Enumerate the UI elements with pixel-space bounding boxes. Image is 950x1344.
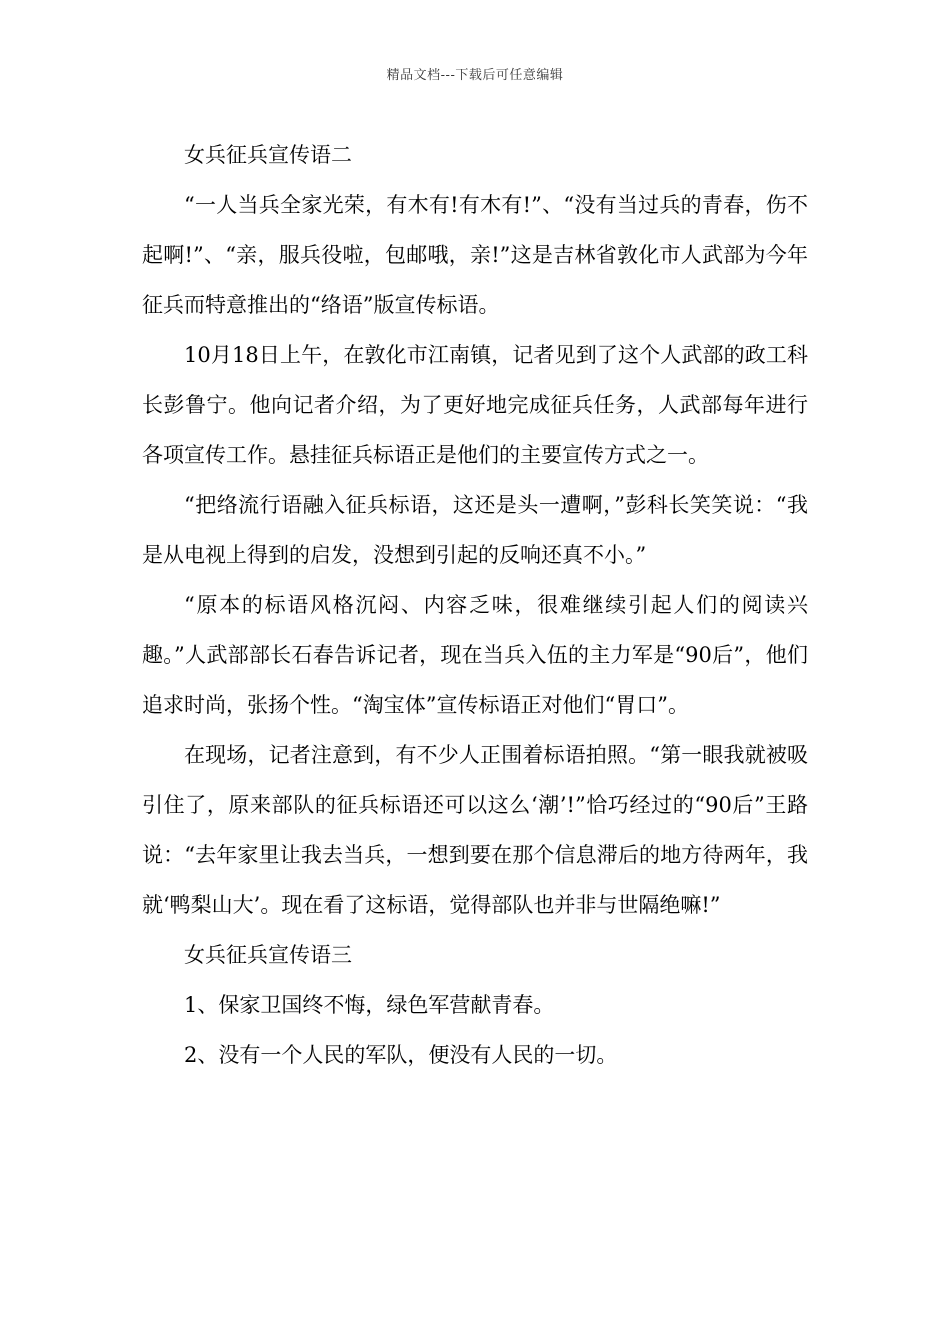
- section-heading: 女兵征兵宣传语三: [184, 943, 352, 967]
- paragraph: 在现场，记者注意到，有不少人正围着标语拍照。“第一眼我就被吸引住了，原来部队的征兵标语还可以这么‘潮’!”恰巧经过的“90后”王路说：“去年家里让我去当兵，一想到要在那个信息滞后的地方待两年，我就‘鸭梨山大’。现在看了这标语，觉得部队也并非与世隔绝嘛!”: [142, 743, 808, 917]
- list-item: 1、保家卫国终不悔，绿色军营献青春。: [184, 993, 555, 1017]
- page-header: 精品文档---下载后可任意编辑: [386, 68, 564, 83]
- paragraph: “原本的标语风格沉闷、内容乏味，很难继续引起人们的阅读兴趣。”人武部部长石春告诉记者，现在当兵入伍的主力军是“90后”，他们追求时尚，张扬个性。“淘宝体”宣传标语正对他们“胃口”。: [142, 593, 808, 717]
- paragraph: 10月18日上午，在敦化市江南镇，记者见到了这个人武部的政工科长彭鲁宁。他向记者介绍，为了更好地完成征兵任务，人武部每年进行各项宣传工作。悬挂征兵标语正是他们的主要宣传方式之一。: [142, 343, 808, 467]
- document-body: [142, 130, 808, 1080]
- paragraph: “把络流行语融入征兵标语，这还是头一遭啊，”彭科长笑笑说：“我是从电视上得到的启发，没想到引起的反响还真不小。”: [142, 493, 808, 567]
- section-heading: 女兵征兵宣传语二: [184, 143, 352, 167]
- list-item: 2、没有一个人民的军队，便没有人民的一切。: [184, 1043, 618, 1067]
- paragraph: “一人当兵全家光荣，有木有!有木有!”、“没有当过兵的青春，伤不起啊!”、“亲，服兵役啦，包邮哦，亲!”这是吉林省敦化市人武部为今年征兵而特意推出的“络语”版宣传标语。: [142, 193, 808, 317]
